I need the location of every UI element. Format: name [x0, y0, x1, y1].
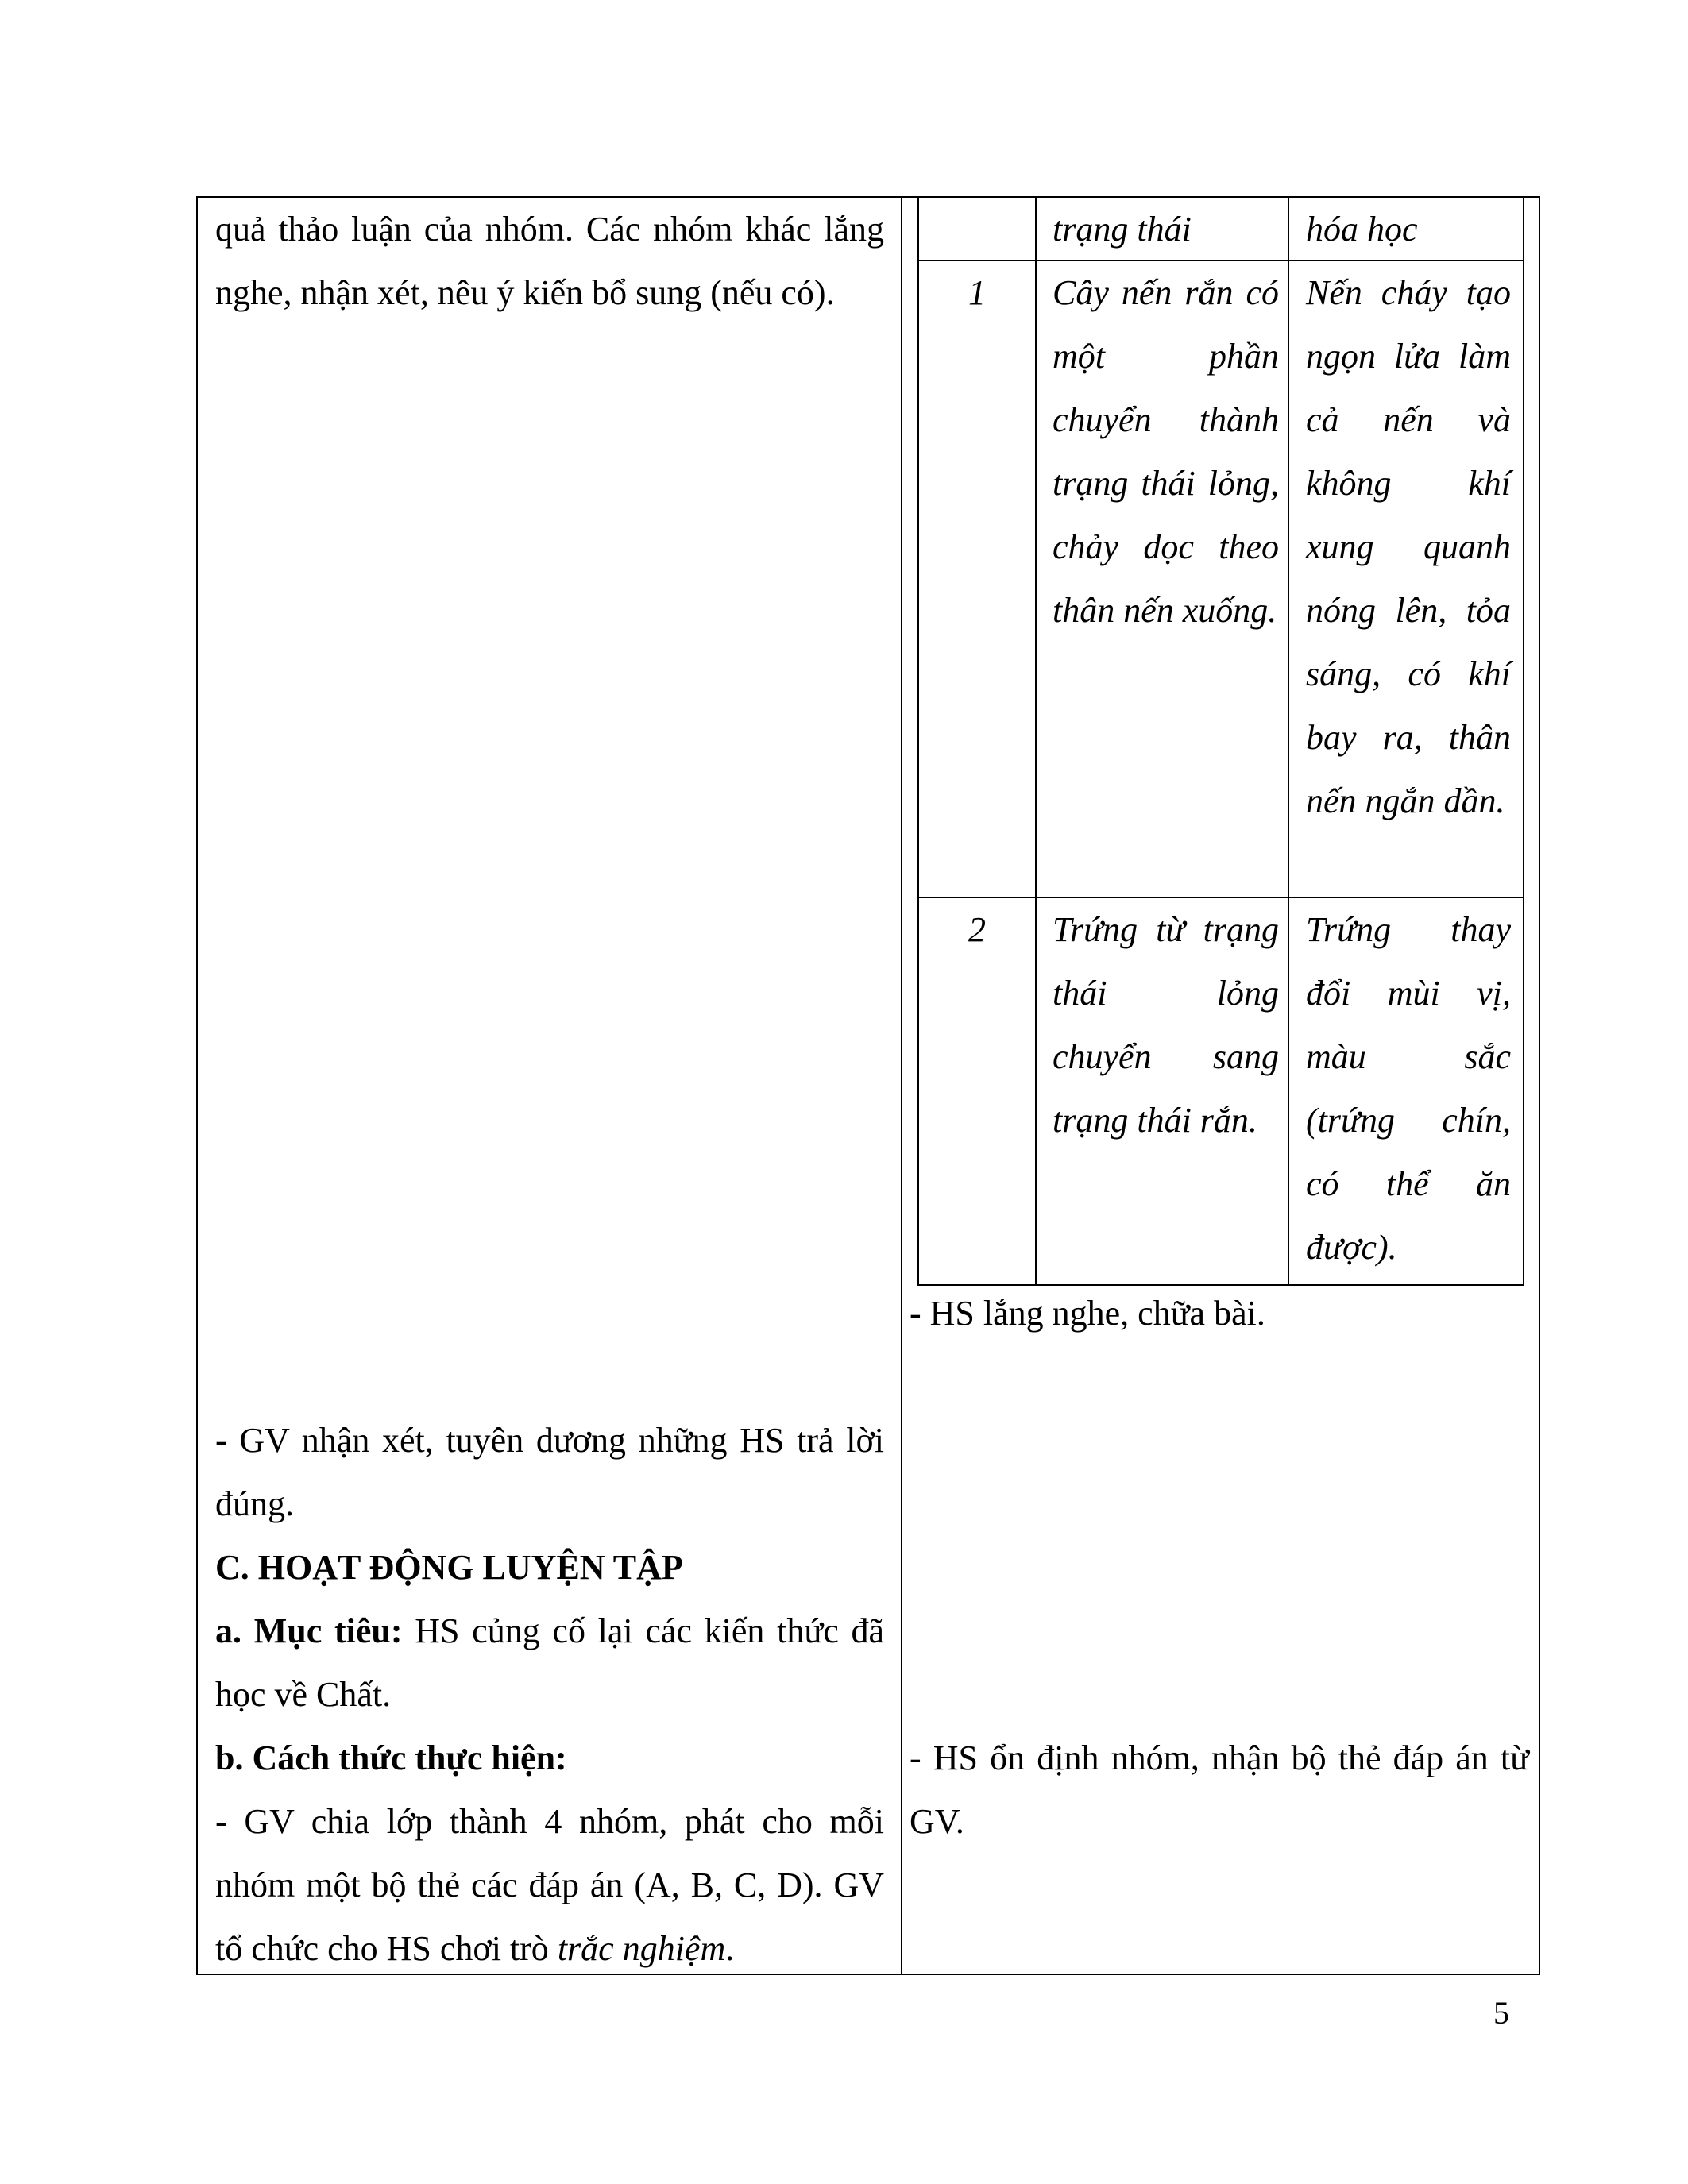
objective-label: a. Mục tiêu:: [215, 1611, 403, 1650]
row-2-number: 2: [968, 910, 986, 949]
gv-feedback-text: - GV nhận xét, tuyên dương những HS trả lời đúng.: [215, 1421, 884, 1523]
lesson-plan-table: [196, 196, 1540, 1975]
method-text-italic: trắc nghiệm: [557, 1929, 726, 1968]
comparison-table: [917, 198, 1524, 1286]
method-paragraph: [215, 1790, 884, 1981]
row-2-state-change: Trứng từ trạng thái lỏng chuyển sang trạng thái rắn.: [1053, 910, 1279, 1140]
inner-col-divider-1: [1035, 198, 1037, 1284]
row-1-number: 1: [968, 273, 986, 312]
header-col3: hóa học: [1306, 210, 1418, 249]
method-text-start: - GV chia lớp thành 4 nhóm, phát cho mỗi nhóm một bộ thẻ các đáp án (A, B, C, D). GV tổ chức cho HS chơi trò: [215, 1802, 884, 1968]
method-label: b. Cách thức thực hiện:: [215, 1738, 567, 1777]
column-divider: [901, 198, 902, 1974]
row-2-chemical-change: Trứng thay đổi mùi vị, màu sắc (trứng chín, có thể ăn được).: [1306, 910, 1511, 1267]
inner-col-divider-2: [1288, 198, 1289, 1284]
hs-listen-text: - HS lắng nghe, chữa bài.: [910, 1294, 1265, 1333]
method-text-end: .: [725, 1929, 735, 1968]
row-1-state-change: Cây nến rắn có một phần chuyển thành trạng thái lỏng, chảy dọc theo thân nến xuống.: [1053, 273, 1279, 630]
hs-group-text: - HS ổn định nhóm, nhận bộ thẻ đáp án từ GV.: [910, 1738, 1529, 1841]
section-heading: C. HOẠT ĐỘNG LUYỆN TẬP: [215, 1548, 683, 1587]
row-1-chemical-change: Nến cháy tạo ngọn lửa làm cả nến và không khí xung quanh nóng lên, tỏa sáng, có khí bay ra, thân nến ngắn dần.: [1306, 273, 1511, 820]
objective-paragraph: [215, 1599, 884, 1727]
page-number: 5: [1493, 1995, 1509, 2031]
objective-text: HS củng cố lại các kiến thức đã học về Chất.: [215, 1611, 884, 1714]
group-discussion-text: quả thảo luận của nhóm. Các nhóm khác lắng nghe, nhận xét, nêu ý kiến bổ sung (nếu có).: [215, 210, 884, 312]
header-col2: trạng thái: [1053, 210, 1192, 249]
